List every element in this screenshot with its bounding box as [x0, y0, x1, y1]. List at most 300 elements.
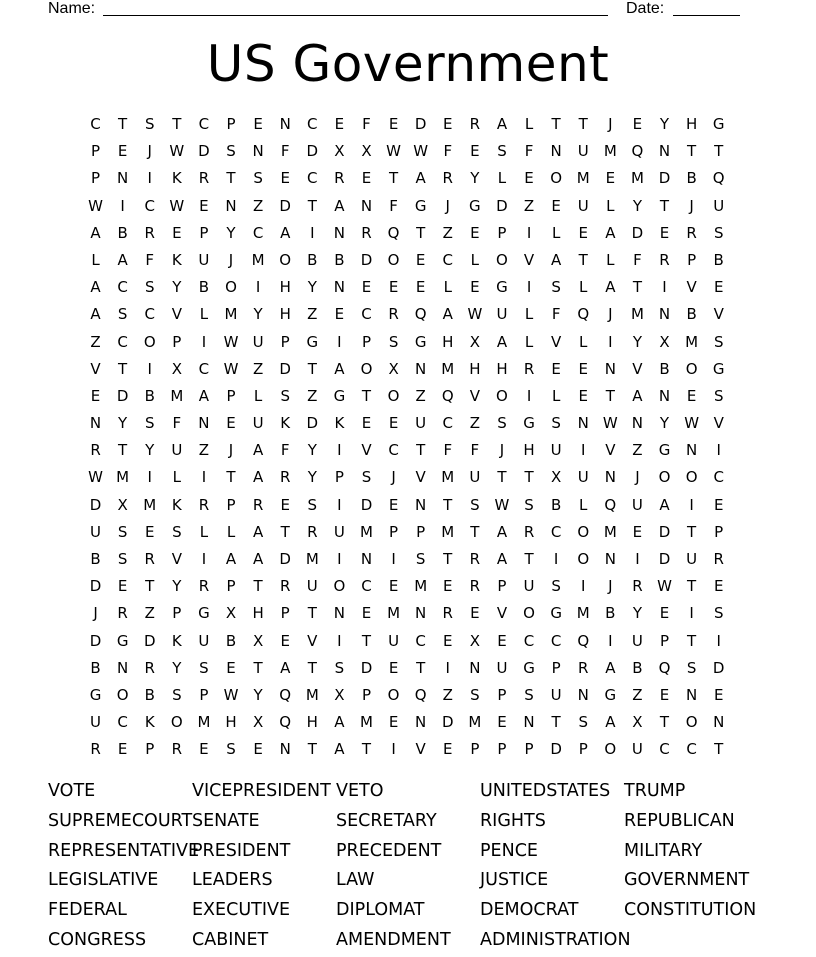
grid-letter[interactable]: A: [334, 740, 345, 759]
grid-letter[interactable]: X: [551, 468, 562, 487]
grid-letter[interactable]: M: [360, 522, 373, 541]
grid-letter[interactable]: O: [333, 577, 346, 596]
grid-letter[interactable]: P: [416, 522, 426, 541]
grid-letter[interactable]: O: [360, 359, 373, 378]
grid-letter[interactable]: S: [388, 332, 399, 351]
grid-letter[interactable]: W: [169, 142, 185, 161]
grid-letter[interactable]: J: [608, 115, 613, 133]
grid-letter[interactable]: A: [252, 468, 264, 487]
grid-letter[interactable]: P: [226, 577, 236, 596]
grid-letter[interactable]: Q: [279, 713, 292, 732]
grid-letter[interactable]: V: [713, 305, 724, 324]
grid-letter[interactable]: J: [608, 305, 613, 324]
grid-letter[interactable]: Q: [414, 685, 427, 704]
grid-letter[interactable]: P: [91, 142, 101, 161]
grid-letter[interactable]: P: [361, 332, 371, 351]
grid-letter[interactable]: C: [198, 115, 210, 133]
grid-letter[interactable]: N: [279, 740, 291, 759]
grid-letter[interactable]: N: [577, 414, 589, 433]
grid-letter[interactable]: F: [443, 142, 453, 161]
grid-letter[interactable]: Y: [307, 468, 317, 487]
grid-letter[interactable]: E: [443, 577, 453, 596]
grid-letter[interactable]: P: [199, 223, 209, 242]
grid-letter[interactable]: H: [496, 359, 508, 378]
grid-letter[interactable]: O: [685, 713, 698, 732]
grid-letter[interactable]: S: [713, 223, 724, 242]
grid-letter[interactable]: E: [334, 115, 345, 133]
grid-letter[interactable]: P: [226, 386, 236, 405]
grid-letter[interactable]: E: [361, 604, 372, 623]
grid-letter[interactable]: X: [252, 713, 264, 732]
grid-letter[interactable]: U: [198, 250, 210, 269]
grid-letter[interactable]: D: [89, 577, 102, 596]
grid-letter[interactable]: D: [279, 550, 291, 568]
grid-letter[interactable]: Y: [172, 577, 182, 596]
grid-letter[interactable]: E: [524, 169, 534, 188]
grid-letter[interactable]: T: [253, 658, 263, 677]
grid-letter[interactable]: S: [470, 685, 480, 704]
grid-letter[interactable]: O: [658, 468, 671, 487]
grid-letter[interactable]: Z: [252, 359, 264, 378]
grid-letter[interactable]: C: [415, 631, 426, 650]
grid-letter[interactable]: R: [198, 169, 210, 188]
grid-letter[interactable]: A: [280, 658, 291, 677]
grid-letter[interactable]: L: [172, 468, 181, 487]
grid-letter[interactable]: N: [523, 713, 535, 732]
grid-letter[interactable]: W: [223, 685, 239, 704]
grid-letter[interactable]: C: [144, 196, 155, 215]
grid-letter[interactable]: M: [414, 577, 428, 596]
grid-letter[interactable]: N: [360, 196, 373, 215]
grid-letter[interactable]: C: [713, 468, 724, 487]
grid-letter[interactable]: Y: [307, 441, 317, 460]
grid-letter[interactable]: M: [603, 522, 617, 541]
grid-letter[interactable]: J: [445, 196, 450, 215]
grid-letter[interactable]: S: [524, 685, 534, 704]
grid-letter[interactable]: W: [684, 414, 700, 433]
grid-letter[interactable]: K: [144, 713, 155, 732]
grid-letter[interactable]: U: [496, 305, 508, 324]
grid-letter[interactable]: L: [199, 305, 209, 324]
grid-letter[interactable]: M: [468, 713, 482, 732]
grid-letter[interactable]: N: [333, 278, 345, 297]
grid-letter[interactable]: A: [605, 713, 616, 732]
grid-letter[interactable]: U: [198, 631, 210, 650]
grid-letter[interactable]: L: [524, 115, 534, 133]
grid-letter[interactable]: T: [307, 740, 317, 759]
grid-letter[interactable]: R: [334, 169, 345, 188]
grid-letter[interactable]: Z: [442, 223, 453, 242]
grid-letter[interactable]: W: [413, 142, 429, 161]
grid-letter[interactable]: T: [118, 115, 128, 133]
grid-letter[interactable]: Y: [118, 414, 128, 433]
grid-letter[interactable]: O: [550, 169, 563, 188]
grid-letter[interactable]: I: [147, 169, 152, 188]
grid-letter[interactable]: L: [91, 250, 100, 269]
grid-letter[interactable]: E: [470, 142, 480, 161]
grid-letter[interactable]: T: [388, 169, 399, 188]
grid-letter[interactable]: Z: [307, 386, 318, 405]
grid-letter[interactable]: P: [497, 223, 507, 242]
grid-letter[interactable]: U: [523, 577, 535, 596]
grid-letter[interactable]: I: [553, 550, 559, 568]
grid-letter[interactable]: P: [172, 332, 182, 351]
grid-letter[interactable]: I: [391, 740, 396, 759]
grid-letter[interactable]: D: [198, 142, 210, 161]
grid-letter[interactable]: I: [445, 658, 450, 677]
grid-letter[interactable]: A: [605, 278, 616, 297]
grid-letter[interactable]: S: [226, 740, 236, 759]
grid-letter[interactable]: S: [144, 278, 155, 297]
grid-letter[interactable]: E: [117, 142, 128, 161]
grid-letter[interactable]: W: [88, 468, 103, 487]
grid-letter[interactable]: R: [252, 495, 264, 514]
grid-letter[interactable]: J: [689, 196, 694, 215]
grid-letter[interactable]: A: [496, 522, 508, 541]
grid-letter[interactable]: I: [635, 550, 640, 568]
grid-letter[interactable]: E: [172, 223, 182, 242]
grid-letter[interactable]: I: [689, 495, 694, 514]
grid-letter[interactable]: R: [171, 740, 183, 759]
grid-letter[interactable]: E: [497, 713, 507, 732]
grid-letter[interactable]: F: [524, 142, 534, 161]
grid-letter[interactable]: A: [252, 522, 264, 541]
grid-letter[interactable]: R: [469, 115, 481, 133]
grid-letter[interactable]: E: [578, 359, 588, 378]
grid-letter[interactable]: O: [225, 278, 237, 297]
grid-letter[interactable]: V: [361, 441, 372, 460]
grid-letter[interactable]: F: [551, 305, 561, 324]
grid-letter[interactable]: E: [443, 631, 453, 650]
grid-letter[interactable]: G: [550, 604, 562, 623]
grid-letter[interactable]: R: [686, 223, 697, 242]
grid-letter[interactable]: W: [88, 196, 103, 215]
grid-letter[interactable]: O: [604, 740, 617, 759]
grid-letter[interactable]: T: [226, 169, 236, 188]
grid-letter[interactable]: J: [635, 468, 640, 487]
grid-letter[interactable]: X: [334, 685, 345, 704]
grid-letter[interactable]: E: [388, 658, 399, 677]
grid-letter[interactable]: E: [578, 223, 588, 242]
grid-letter[interactable]: E: [226, 658, 236, 677]
grid-letter[interactable]: C: [90, 115, 101, 133]
grid-letter[interactable]: A: [90, 223, 101, 242]
grid-letter[interactable]: B: [90, 550, 101, 568]
grid-letter[interactable]: S: [361, 468, 372, 487]
grid-letter[interactable]: R: [632, 577, 643, 596]
grid-letter[interactable]: V: [307, 631, 318, 650]
grid-letter[interactable]: N: [333, 604, 345, 623]
grid-letter[interactable]: R: [279, 577, 291, 596]
grid-letter[interactable]: C: [686, 740, 697, 759]
grid-letter[interactable]: L: [606, 196, 615, 215]
grid-letter[interactable]: A: [252, 550, 264, 568]
grid-letter[interactable]: E: [117, 740, 128, 759]
grid-letter[interactable]: T: [307, 604, 317, 623]
grid-letter[interactable]: F: [172, 414, 182, 433]
grid-letter[interactable]: E: [361, 414, 372, 433]
grid-letter[interactable]: P: [551, 658, 561, 677]
grid-letter[interactable]: E: [90, 386, 101, 405]
grid-letter[interactable]: T: [578, 115, 588, 133]
grid-letter[interactable]: A: [442, 305, 453, 324]
grid-letter[interactable]: U: [550, 685, 562, 704]
grid-letter[interactable]: C: [523, 631, 535, 650]
grid-letter[interactable]: B: [198, 278, 210, 297]
grid-letter[interactable]: M: [251, 250, 265, 269]
grid-letter[interactable]: U: [469, 468, 481, 487]
grid-letter[interactable]: B: [144, 685, 155, 704]
grid-letter[interactable]: R: [90, 441, 101, 460]
grid-letter[interactable]: T: [714, 740, 724, 759]
grid-letter[interactable]: R: [523, 359, 535, 378]
grid-letter[interactable]: A: [415, 169, 426, 188]
grid-letter[interactable]: T: [470, 522, 480, 541]
grid-letter[interactable]: B: [144, 386, 155, 405]
grid-letter[interactable]: G: [414, 196, 427, 215]
grid-letter[interactable]: T: [172, 115, 182, 133]
grid-letter[interactable]: P: [280, 332, 290, 351]
grid-letter[interactable]: R: [442, 169, 453, 188]
grid-letter[interactable]: U: [90, 522, 102, 541]
grid-letter[interactable]: O: [577, 550, 590, 568]
grid-letter[interactable]: P: [334, 468, 344, 487]
grid-letter[interactable]: C: [117, 713, 128, 732]
grid-letter[interactable]: I: [337, 631, 342, 650]
grid-letter[interactable]: K: [171, 169, 182, 188]
grid-letter[interactable]: B: [686, 169, 697, 188]
grid-letter[interactable]: I: [526, 223, 532, 242]
grid-letter[interactable]: D: [550, 740, 562, 759]
grid-letter[interactable]: G: [116, 631, 129, 650]
grid-letter[interactable]: D: [360, 658, 373, 677]
grid-letter[interactable]: H: [306, 713, 318, 732]
grid-letter[interactable]: D: [279, 196, 291, 215]
grid-letter[interactable]: C: [361, 577, 372, 596]
grid-letter[interactable]: S: [199, 658, 209, 677]
grid-letter[interactable]: C: [144, 305, 155, 324]
grid-letter[interactable]: X: [659, 332, 670, 351]
grid-letter[interactable]: E: [443, 740, 453, 759]
grid-letter[interactable]: C: [442, 250, 453, 269]
grid-letter[interactable]: F: [362, 115, 371, 133]
grid-letter[interactable]: N: [89, 414, 102, 433]
grid-letter[interactable]: A: [280, 223, 291, 242]
grid-letter[interactable]: I: [581, 441, 586, 460]
grid-letter[interactable]: Z: [90, 332, 101, 351]
grid-letter[interactable]: U: [90, 713, 102, 732]
grid-letter[interactable]: D: [116, 386, 129, 405]
grid-letter[interactable]: G: [523, 658, 535, 677]
grid-letter[interactable]: T: [145, 577, 155, 596]
grid-letter[interactable]: E: [415, 278, 426, 297]
grid-letter[interactable]: V: [171, 305, 182, 324]
grid-letter[interactable]: G: [523, 414, 535, 433]
grid-letter[interactable]: O: [143, 332, 156, 351]
grid-letter[interactable]: U: [333, 522, 345, 541]
grid-letter[interactable]: O: [387, 250, 400, 269]
grid-letter[interactable]: E: [470, 604, 480, 623]
grid-letter[interactable]: S: [470, 495, 480, 514]
grid-letter[interactable]: M: [170, 386, 184, 405]
grid-letter[interactable]: I: [337, 550, 342, 568]
grid-letter[interactable]: E: [280, 495, 290, 514]
grid-letter[interactable]: E: [713, 577, 724, 596]
grid-letter[interactable]: L: [524, 332, 534, 351]
grid-letter[interactable]: A: [334, 713, 345, 732]
grid-letter[interactable]: M: [224, 305, 238, 324]
grid-letter[interactable]: P: [226, 115, 236, 133]
grid-letter[interactable]: A: [659, 495, 670, 514]
grid-letter[interactable]: R: [198, 577, 210, 596]
grid-letter[interactable]: H: [685, 115, 698, 133]
grid-letter[interactable]: I: [147, 468, 152, 487]
grid-letter[interactable]: O: [523, 604, 535, 623]
grid-letter[interactable]: I: [337, 441, 342, 460]
grid-letter[interactable]: Z: [632, 441, 643, 460]
grid-letter[interactable]: E: [388, 278, 399, 297]
grid-letter[interactable]: N: [415, 359, 427, 378]
grid-letter[interactable]: D: [496, 196, 508, 215]
grid-letter[interactable]: E: [388, 713, 399, 732]
grid-letter[interactable]: I: [201, 550, 207, 568]
grid-letter[interactable]: H: [252, 604, 264, 623]
grid-letter[interactable]: E: [551, 359, 561, 378]
grid-letter[interactable]: V: [523, 250, 535, 269]
grid-letter[interactable]: B: [117, 223, 128, 242]
grid-letter[interactable]: A: [551, 250, 562, 269]
grid-letter[interactable]: Q: [712, 169, 725, 188]
grid-letter[interactable]: S: [117, 522, 128, 541]
grid-letter[interactable]: D: [279, 359, 291, 378]
grid-letter[interactable]: P: [659, 631, 670, 650]
grid-letter[interactable]: M: [197, 713, 211, 732]
grid-letter[interactable]: M: [305, 550, 319, 568]
grid-letter[interactable]: L: [551, 223, 561, 242]
grid-letter[interactable]: D: [414, 115, 427, 133]
grid-letter[interactable]: A: [90, 305, 101, 324]
grid-letter[interactable]: M: [576, 604, 590, 623]
grid-letter[interactable]: Z: [442, 685, 453, 704]
grid-letter[interactable]: L: [470, 250, 480, 269]
grid-letter[interactable]: K: [171, 250, 182, 269]
grid-letter[interactable]: X: [388, 359, 399, 378]
grid-letter[interactable]: J: [147, 142, 152, 161]
grid-letter[interactable]: B: [686, 305, 697, 324]
grid-letter[interactable]: S: [226, 142, 236, 161]
grid-letter[interactable]: R: [713, 550, 724, 568]
grid-letter[interactable]: F: [389, 196, 398, 215]
grid-letter[interactable]: X: [334, 142, 345, 161]
grid-letter[interactable]: D: [306, 414, 319, 433]
grid-letter[interactable]: X: [252, 631, 264, 650]
grid-letter[interactable]: L: [579, 278, 588, 297]
grid-letter[interactable]: I: [201, 468, 207, 487]
grid-letter[interactable]: N: [658, 305, 671, 324]
grid-letter[interactable]: O: [685, 468, 698, 487]
grid-letter[interactable]: E: [280, 631, 290, 650]
grid-letter[interactable]: N: [415, 495, 427, 514]
grid-letter[interactable]: I: [608, 631, 613, 650]
grid-letter[interactable]: A: [605, 223, 616, 242]
grid-letter[interactable]: L: [199, 522, 209, 541]
grid-letter[interactable]: S: [172, 685, 182, 704]
grid-letter[interactable]: Q: [387, 223, 400, 242]
grid-letter[interactable]: S: [578, 713, 588, 732]
grid-letter[interactable]: S: [497, 414, 507, 433]
grid-letter[interactable]: I: [337, 495, 342, 514]
grid-letter[interactable]: U: [306, 577, 318, 596]
grid-letter[interactable]: E: [388, 495, 399, 514]
grid-letter[interactable]: O: [387, 386, 400, 405]
grid-letter[interactable]: H: [225, 713, 237, 732]
grid-letter[interactable]: M: [603, 142, 617, 161]
grid-letter[interactable]: P: [497, 577, 507, 596]
grid-letter[interactable]: U: [171, 441, 183, 460]
grid-letter[interactable]: H: [442, 332, 454, 351]
grid-letter[interactable]: X: [117, 495, 128, 514]
grid-letter[interactable]: G: [414, 332, 427, 351]
grid-letter[interactable]: M: [685, 332, 699, 351]
grid-letter[interactable]: N: [631, 414, 644, 433]
grid-letter[interactable]: P: [497, 740, 507, 759]
grid-letter[interactable]: L: [606, 250, 615, 269]
grid-letter[interactable]: U: [252, 414, 264, 433]
grid-letter[interactable]: S: [713, 604, 724, 623]
grid-letter[interactable]: D: [658, 550, 671, 568]
grid-letter[interactable]: R: [442, 604, 453, 623]
grid-letter[interactable]: R: [469, 550, 481, 568]
grid-letter[interactable]: T: [524, 468, 534, 487]
grid-letter[interactable]: E: [388, 577, 399, 596]
grid-letter[interactable]: I: [581, 577, 586, 596]
grid-letter[interactable]: E: [199, 196, 209, 215]
grid-letter[interactable]: B: [90, 658, 101, 677]
grid-letter[interactable]: P: [280, 604, 290, 623]
grid-letter[interactable]: V: [415, 740, 426, 759]
grid-letter[interactable]: S: [144, 414, 155, 433]
grid-letter[interactable]: T: [416, 223, 426, 242]
grid-letter[interactable]: C: [361, 305, 372, 324]
grid-letter[interactable]: E: [199, 740, 209, 759]
grid-letter[interactable]: D: [306, 142, 319, 161]
grid-letter[interactable]: A: [90, 278, 101, 297]
grid-letter[interactable]: Y: [470, 169, 480, 188]
grid-letter[interactable]: J: [499, 441, 505, 460]
name-blank-line[interactable]: [103, 15, 608, 16]
grid-letter[interactable]: S: [713, 386, 724, 405]
grid-letter[interactable]: N: [550, 142, 562, 161]
grid-letter[interactable]: F: [145, 250, 155, 269]
grid-letter[interactable]: G: [658, 441, 671, 460]
grid-letter[interactable]: O: [685, 359, 698, 378]
grid-letter[interactable]: E: [470, 278, 480, 297]
grid-letter[interactable]: D: [89, 495, 102, 514]
grid-letter[interactable]: I: [120, 196, 125, 215]
grid-letter[interactable]: S: [172, 522, 182, 541]
grid-letter[interactable]: R: [659, 250, 670, 269]
grid-letter[interactable]: N: [279, 115, 291, 133]
grid-letter[interactable]: F: [633, 250, 642, 269]
grid-letter[interactable]: S: [280, 386, 290, 405]
grid-letter[interactable]: W: [657, 577, 672, 596]
grid-letter[interactable]: Y: [659, 414, 670, 433]
grid-letter[interactable]: U: [496, 658, 508, 677]
grid-letter[interactable]: S: [117, 305, 128, 324]
grid-letter[interactable]: C: [307, 115, 318, 133]
grid-letter[interactable]: E: [470, 223, 480, 242]
grid-letter[interactable]: W: [223, 332, 239, 351]
